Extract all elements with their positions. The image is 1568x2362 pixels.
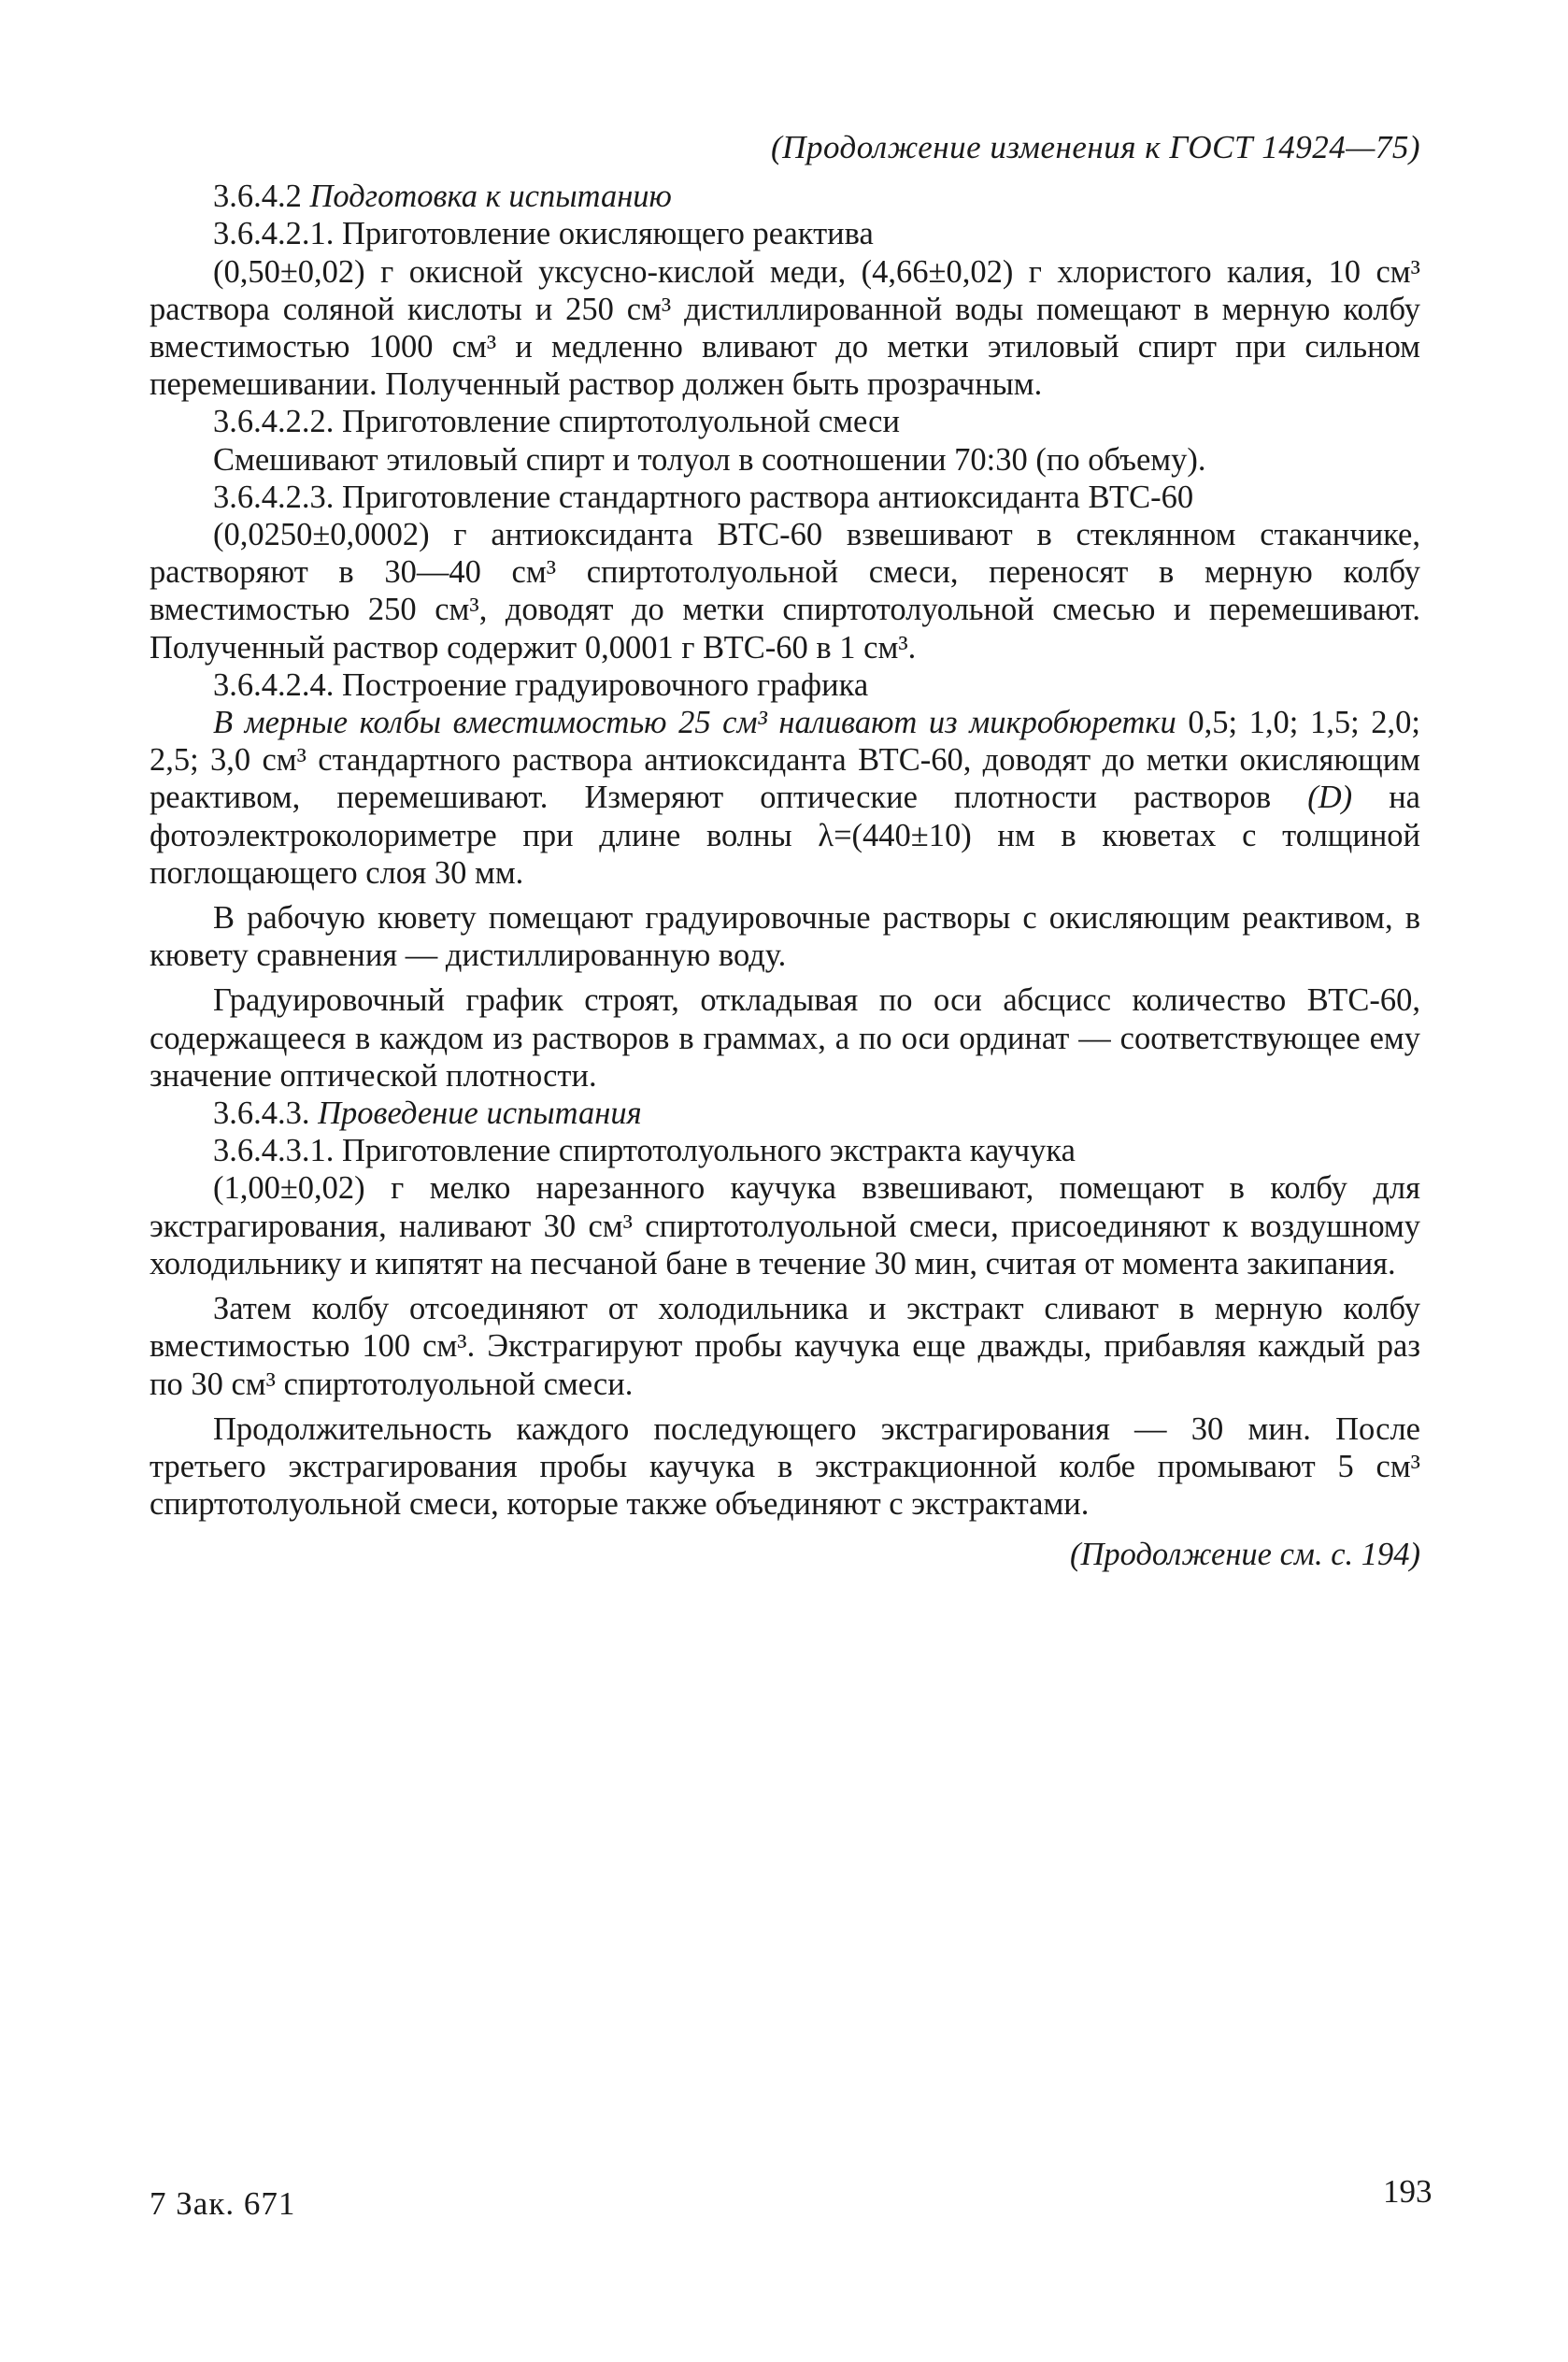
paragraph: Смешивают этиловый спирт и толуол в соотношении 70:30 (по объему). bbox=[213, 441, 1206, 478]
footer-order-number: 7 Зак. 671 bbox=[150, 2185, 296, 2222]
paragraph-part: на фотоэлектроколориметре при длине волны λ=(440±10) нм в кюветах с толщиной поглощающего слоя 30 мм. bbox=[150, 780, 1420, 891]
subsection-heading: 3.6.4.2.3. Приготовление стандартного раствора антиоксиданта ВТС-60 bbox=[213, 479, 1194, 515]
subsection-heading: 3.6.4.2.1. Приготовление окисляющего реактива bbox=[213, 216, 874, 252]
symbol-d: (D) bbox=[1307, 780, 1353, 816]
continuation-note: (Продолжение см. с. 194) bbox=[1070, 1537, 1420, 1573]
subsection-heading: 3.6.4.2.4. Построение градуировочного графика bbox=[213, 666, 869, 703]
subsection-heading: 3.6.4.2.2. Приготовление спиртотолуольной смеси bbox=[213, 404, 900, 440]
page-header: (Продолжение изменения к ГОСТ 14924—75) bbox=[771, 129, 1420, 165]
paragraph: Затем колбу отсоединяют от холодильника и экстракт сливают в мерную колбу вместимостью 100 см³. Экстрагируют пробы каучука еще дважды, прибавляя каждый раз по 30 см³ спиртотолуольной смеси. bbox=[150, 1291, 1420, 1402]
paragraph: (0,50±0,02) г окисной уксусно-кислой меди, (4,66±0,02) г хлористого калия, 10 см³ раствора соляной кислоты и 250 см³ дистиллированной воды помещают в мерную колбу вместимостью 1000 см³ и медленно вливают до метки этиловый спирт при сильном перемешивании. Полученный раствор должен быть прозрачным. bbox=[150, 253, 1420, 403]
paragraph: В рабочую кювету помещают градуировочные растворы с окисляющим реактивом, в кювету сравнения — дистиллированную воду. bbox=[150, 900, 1420, 974]
paragraph-italic-part: В мерные колбы вместимостью 25 см³ наливают из микробюретки bbox=[213, 705, 1176, 741]
paragraph-part: 0,5; 1,0; 1,5; 2,0; 2,5; 3,0 см³ стандартного раствора антиоксиданта ВТС-60, доводят до метки окисляющим реактивом, перемешивают. Измеряют оптические плотности растворов bbox=[150, 705, 1420, 816]
section-title: Подготовка к испытанию bbox=[309, 179, 672, 215]
paragraph: Градуировочный график строят, откладывая по оси абсцисс количество ВТС-60, содержащееся в каждом из растворов в граммах, а по оси ординат — соответствующее ему значение оптической плотности. bbox=[150, 982, 1420, 1094]
section-heading bbox=[150, 1095, 1420, 1132]
subsection-heading: 3.6.4.3.1. Приготовление спиртотолуольного экстракта каучука bbox=[213, 1133, 1076, 1169]
paragraph: (0,0250±0,0002) г антиоксиданта ВТС-60 взвешивают в стеклянном стаканчике, растворяют в 30—40 см³ спиртотолуольной смеси, переносят в мерную колбу вместимостью 250 см³, доводят до метки спиртотолуольной смесью и перемешивают. Полученный раствор содержит 0,0001 г ВТС-60 в 1 см³. bbox=[150, 517, 1420, 666]
page-number: 193 bbox=[1383, 2173, 1433, 2210]
document-page bbox=[150, 129, 1420, 1574]
section-title: Проведение испытания bbox=[318, 1095, 642, 1132]
paragraph: (1,00±0,02) г мелко нарезанного каучука взвешивают, помещают в колбу для экстрагирования, наливают 30 см³ спиртотолуольной смеси, присоединяют к воздушному холодильнику и кипятят на песчаной бане в течение 30 мин, считая от момента закипания. bbox=[150, 1170, 1420, 1281]
section-heading bbox=[150, 178, 1420, 215]
section-number: 3.6.4.3. bbox=[213, 1095, 310, 1132]
paragraph: Продолжительность каждого последующего экстрагирования — 30 мин. После третьего экстрагирования пробы каучука в экстракционной колбе промывают 5 см³ спиртотолуольной смеси, которые также объединяют с экстрактами. bbox=[150, 1410, 1420, 1523]
paragraph bbox=[150, 704, 1420, 892]
section-number: 3.6.4.2 bbox=[213, 179, 302, 215]
